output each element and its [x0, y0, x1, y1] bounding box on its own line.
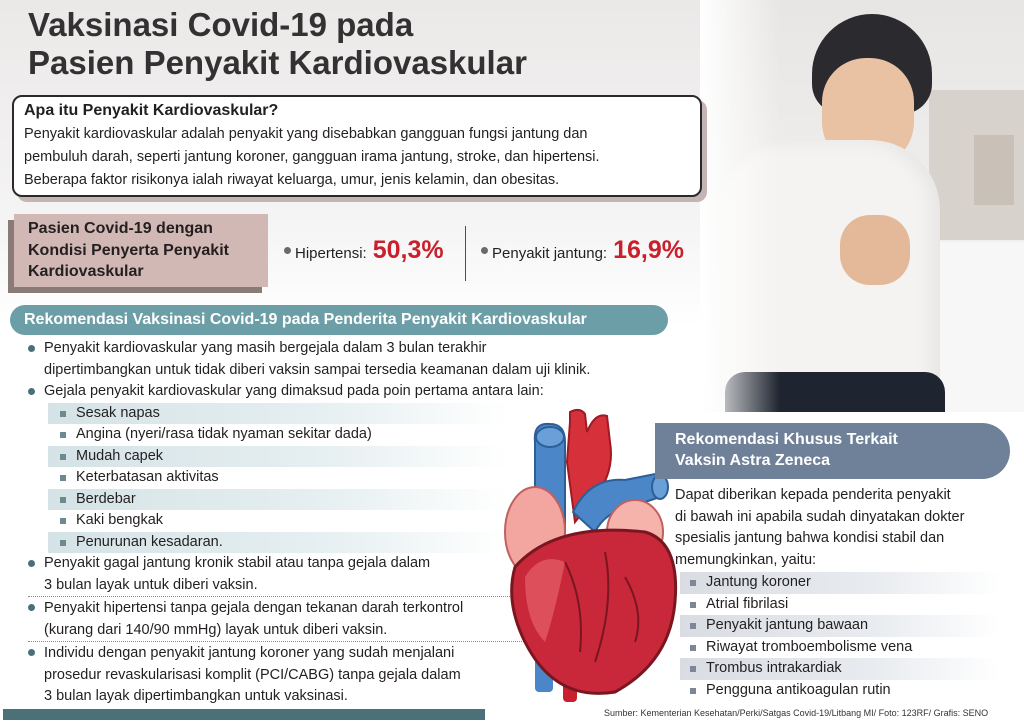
- item-label: Pengguna antikoagulan rutin: [706, 681, 891, 698]
- square-bullet-icon: [60, 432, 66, 438]
- symptom-label: Mudah capek: [76, 447, 164, 464]
- list-item-line: Penyakit gagal jantung kronik stabil atau tanpa gejala dalam: [44, 555, 431, 571]
- astrazeneca-item: [680, 615, 1000, 637]
- stat-value: 16,9%: [613, 236, 684, 264]
- title-line-1: Vaksinasi Covid-19 pada: [28, 6, 414, 43]
- bullet-icon: [284, 247, 291, 254]
- list-item: [28, 381, 648, 403]
- astrazeneca-header-line-2: Vaksin Astra Zeneca: [675, 452, 831, 469]
- astrazeneca-list: [680, 572, 1000, 701]
- bullet-icon: [28, 345, 35, 352]
- symptom-item: [48, 467, 508, 489]
- footer-bar: [3, 709, 485, 720]
- list-item: [28, 338, 648, 381]
- astrazeneca-description: [675, 485, 975, 571]
- square-bullet-icon: [60, 411, 66, 417]
- comorbidity-label-line-2: Kondisi Penyerta Penyakit: [28, 241, 229, 259]
- bullet-icon: [28, 560, 35, 567]
- list-item-line: Penyakit hipertensi tanpa gejala dengan tekanan darah terkontrol: [44, 600, 464, 616]
- symptom-item: [48, 424, 508, 446]
- square-bullet-icon: [690, 623, 696, 629]
- astrazeneca-item: [680, 637, 1000, 659]
- photo-fade: [700, 0, 780, 412]
- astrazeneca-header: [655, 423, 1010, 479]
- stat-value: 50,3%: [372, 236, 444, 264]
- recommendations-header: Rekomendasi Vaksinasi Covid-19 pada Penderita Penyakit Kardiovaskular: [10, 305, 668, 335]
- astrazeneca-item: [680, 658, 1000, 680]
- square-bullet-icon: [690, 688, 696, 694]
- description-line: memungkinkan, yaitu:: [675, 551, 817, 568]
- bullet-icon: [28, 388, 35, 395]
- astrazeneca-item: [680, 594, 1000, 616]
- square-bullet-icon: [60, 518, 66, 524]
- description-line: di bawah ini apabila sudah dinyatakan dokter: [675, 508, 965, 525]
- symptom-item: [48, 489, 508, 511]
- definition-line-2: pembuluh darah, seperti jantung koroner, gangguan irama jantung, stroke, dan hipertensi.: [24, 149, 600, 165]
- list-item-line: Gejala penyakit kardiovaskular yang dimaksud pada poin pertama antara lain:: [44, 383, 544, 399]
- bullet-icon: [28, 649, 35, 656]
- square-bullet-icon: [60, 540, 66, 546]
- list-item-line: (kurang dari 140/90 mmHg) layak untuk diberi vaksin.: [44, 621, 388, 638]
- title-line-2: Pasien Penyakit Kardiovaskular: [28, 44, 527, 81]
- stat-divider: [465, 226, 466, 281]
- stat-label: Penyakit jantung:: [492, 245, 608, 262]
- list-item-line: prosedur revaskularisasi komplit (PCI/CABG) tanpa gejala dalam: [44, 666, 461, 683]
- symptom-item: [48, 510, 508, 532]
- definition-line-3: Beberapa faktor risikonya ialah riwayat keluarga, umur, jenis kelamin, dan obesitas.: [24, 172, 560, 188]
- astrazeneca-item: [680, 680, 1000, 702]
- comorbidity-label-line-1: Pasien Covid-19 dengan: [28, 220, 213, 237]
- symptom-label: Berdebar: [76, 490, 136, 507]
- astrazeneca-header-line-1: Rekomendasi Khusus Terkait: [675, 431, 898, 448]
- comorbidity-label: [14, 214, 268, 287]
- square-bullet-icon: [690, 645, 696, 651]
- symptom-item: [48, 532, 508, 554]
- square-bullet-icon: [690, 602, 696, 608]
- list-item-line: 3 bulan layak untuk diberi vaksin.: [44, 576, 258, 593]
- photo-background-shelf-detail: [974, 135, 1014, 205]
- stat-label: Hipertensi:: [295, 245, 367, 262]
- symptom-label: Keterbatasan aktivitas: [76, 469, 219, 485]
- item-label: Trombus intrakardiak: [706, 660, 842, 676]
- square-bullet-icon: [60, 454, 66, 460]
- description-line: Dapat diberikan kepada penderita penyakit: [675, 487, 951, 503]
- comorbidity-label-line-3: Kardiovaskular: [28, 263, 144, 280]
- definition-line-1: Penyakit kardiovaskular adalah penyakit yang disebabkan gangguan fungsi jantung dan: [24, 126, 588, 142]
- description-line: spesialis jantung bahwa kondisi stabil dan: [675, 530, 945, 546]
- square-bullet-icon: [690, 666, 696, 672]
- symptom-item: [48, 446, 508, 468]
- symptom-label: Penurunan kesadaran.: [76, 533, 223, 550]
- item-label: Penyakit jantung bawaan: [706, 617, 869, 633]
- symptom-label: Kaki bengkak: [76, 512, 164, 528]
- list-item-line: 3 bulan layak dipertimbangkan untuk vaksinasi.: [44, 688, 348, 704]
- item-label: Riwayat tromboembolisme vena: [706, 638, 913, 655]
- square-bullet-icon: [60, 475, 66, 481]
- symptom-label: Angina (nyeri/rasa tidak nyaman sekitar dada): [76, 426, 372, 442]
- bullet-icon: [481, 247, 488, 254]
- astrazeneca-item: [680, 572, 1000, 594]
- source-credit: Sumber: Kementerian Kesehatan/Perki/Satgas Covid-19/Litbang MI/ Foto: 123RF/ Grafis: SENO: [604, 708, 989, 718]
- stat-hypertension: [284, 236, 444, 265]
- square-bullet-icon: [690, 580, 696, 586]
- item-label: Atrial fibrilasi: [706, 595, 789, 612]
- bullet-icon: [28, 604, 35, 611]
- woman-chest-pain-photo: [700, 0, 1024, 412]
- photo-hands: [840, 215, 910, 285]
- list-item-line: dipertimbangkan untuk tidak diberi vaksin sampai tersedia keamanan dalam uji klinik.: [44, 361, 591, 378]
- stat-heart-disease: [481, 236, 684, 265]
- list-item-line: Individu dengan penyakit jantung koroner yang sudah menjalani: [44, 645, 455, 661]
- definition-box: [12, 95, 702, 197]
- definition-heading: Apa itu Penyakit Kardiovaskular?: [24, 102, 279, 119]
- item-label: Jantung koroner: [706, 574, 811, 590]
- page-title: [28, 6, 527, 82]
- square-bullet-icon: [60, 497, 66, 503]
- symptom-label: Sesak napas: [76, 404, 160, 421]
- list-item-line: Penyakit kardiovaskular yang masih bergejala dalam 3 bulan terakhir: [44, 340, 487, 356]
- symptom-item: [48, 403, 508, 425]
